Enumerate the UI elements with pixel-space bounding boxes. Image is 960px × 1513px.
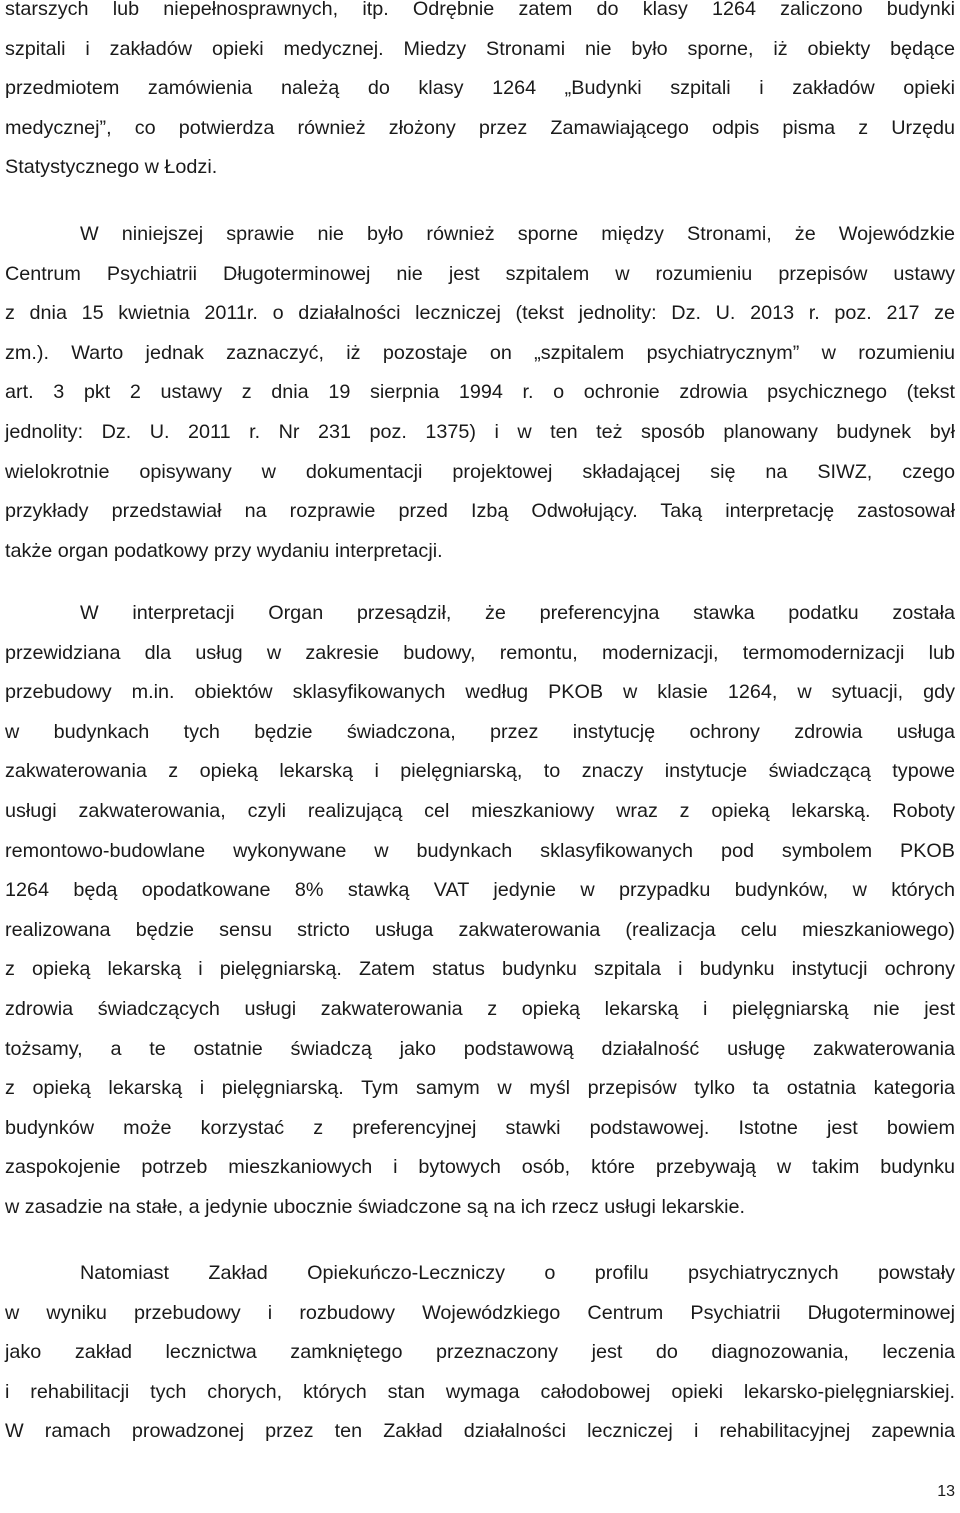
text-line: realizowana będzie sensu stricto usługa zakwaterowania (realizacja celu mieszkaniowego): [5, 918, 955, 941]
text-line: remontowo-budowlane wykonywane w budynkach sklasyfikowanych pod symbolem PKOB: [5, 839, 955, 862]
text-line: Natomiast Zakład Opiekuńczo-Leczniczy o profilu psychiatrycznych powstały: [80, 1262, 955, 1284]
text-line: w wyniku przebudowy i rozbudowy Wojewódzkiego Centrum Psychiatrii Długoterminowej: [5, 1301, 955, 1324]
text-line: art. 3 pkt 2 ustawy z dnia 19 sierpnia 1994 r. o ochronie zdrowia psychicznego (tekst: [5, 381, 955, 404]
text-line: Statystycznego w Łodzi.: [5, 156, 218, 179]
text-line: starszych lub niepełnosprawnych, itp. Odrębnie zatem do klasy 1264 zaliczono budynki: [5, 0, 955, 20]
text-line: usługi zakwaterowania, czyli realizującą cel mieszkaniowy wraz z opieką lekarską. Roboty: [5, 799, 955, 822]
paragraph: [5, 594, 955, 1228]
text-line: z opieką lekarską i pielęgniarską. Zatem status budynku szpitala i budynku instytucji ochrony: [5, 958, 955, 981]
text-line: przewidziana dla usług w zakresie budowy, remontu, modernizacji, termomodernizacji lub: [5, 641, 955, 664]
text-line: medycznej”, co potwierdza również złożony przez Zamawiającego odpis pisma z Urzędu: [5, 116, 955, 139]
text-line: W interpretacji Organ przesądził, że preferencyjna stawka podatku została: [80, 602, 955, 624]
paragraph: [5, 0, 955, 188]
text-line: zm.). Warto jednak zaznaczyć, iż pozostaje on „szpitalem psychiatrycznym” w rozumieniu: [5, 341, 955, 364]
text-line: zakwaterowania z opieką lekarską i pielęgniarską, to znaczy instytucje świadczącą typowe: [5, 760, 955, 783]
text-line: jako zakład lecznictwa zamkniętego przeznaczony jest do diagnozowania, leczenia: [5, 1341, 955, 1364]
text-line: 1264 będą opodatkowane 8% stawką VAT jedynie w przypadku budynków, w których: [5, 879, 955, 902]
text-line: jednolity: Dz. U. 2011 r. Nr 231 poz. 1375) i w ten też sposób planowany budynek był: [5, 420, 955, 443]
text-line: z dnia 15 kwietnia 2011r. o działalności leczniczej (tekst jednolity: Dz. U. 2013 r. poz. 217 ze: [5, 302, 955, 325]
text-line: W ramach prowadzonej przez ten Zakład działalności leczniczej i rehabilitacyjnej zapewnia: [5, 1420, 955, 1443]
text-line: zdrowia świadczących usługi zakwaterowania z opieką lekarską i pielęgniarską nie jest: [5, 997, 955, 1020]
text-line: zaspokojenie potrzeb mieszkaniowych i bytowych osób, które przebywają w takim budynku: [5, 1156, 955, 1179]
text-line: w budynkach tych będzie świadczona, przez instytucję ochrony zdrowia usługa: [5, 720, 955, 743]
text-line: przykłady przedstawiał na rozprawie przed Izbą Odwołujący. Taką interpretację zastosował: [5, 500, 955, 523]
text-line: tożsamy, a te ostatnie świadczą jako podstawową działalność usługę zakwaterowania: [5, 1037, 955, 1060]
text-line: także organ podatkowy przy wydaniu interpretacji.: [5, 539, 443, 562]
text-line: W niniejszej sprawie nie było również sporne między Stronami, że Wojewódzkie: [80, 223, 955, 245]
paragraph: [5, 215, 955, 571]
paragraph: [5, 1254, 955, 1452]
text-line: przedmiotem zamówienia należą do klasy 1264 „Budynki szpitali i zakładów opieki: [5, 77, 955, 100]
text-line: szpitali i zakładów opieki medycznej. Miedzy Stronami nie było sporne, iż obiekty będące: [5, 37, 955, 60]
text-line: w zasadzie na stałe, a jedynie ubocznie świadczone są na ich rzecz usługi lekarskie.: [5, 1195, 745, 1218]
text-line: z opieką lekarską i pielęgniarską. Tym samym w myśl przepisów tylko ta ostatnia kategoria: [5, 1077, 955, 1100]
text-line: wielokrotnie opisywany w dokumentacji projektowej składającej się na SIWZ, czego: [5, 460, 955, 483]
page-number: 13: [937, 1483, 955, 1500]
text-line: przebudowy m.in. obiektów sklasyfikowanych według PKOB w klasie 1264, w sytuacji, gdy: [5, 681, 955, 704]
text-line: Centrum Psychiatrii Długoterminowej nie jest szpitalem w rozumieniu przepisów ustawy: [5, 262, 955, 285]
text-line: budynków może korzystać z preferencyjnej stawki podstawowej. Istotne jest bowiem: [5, 1116, 955, 1139]
text-line: i rehabilitacji tych chorych, których stan wymaga całodobowej opieki lekarsko-pielęgniarskiej.: [5, 1380, 955, 1403]
